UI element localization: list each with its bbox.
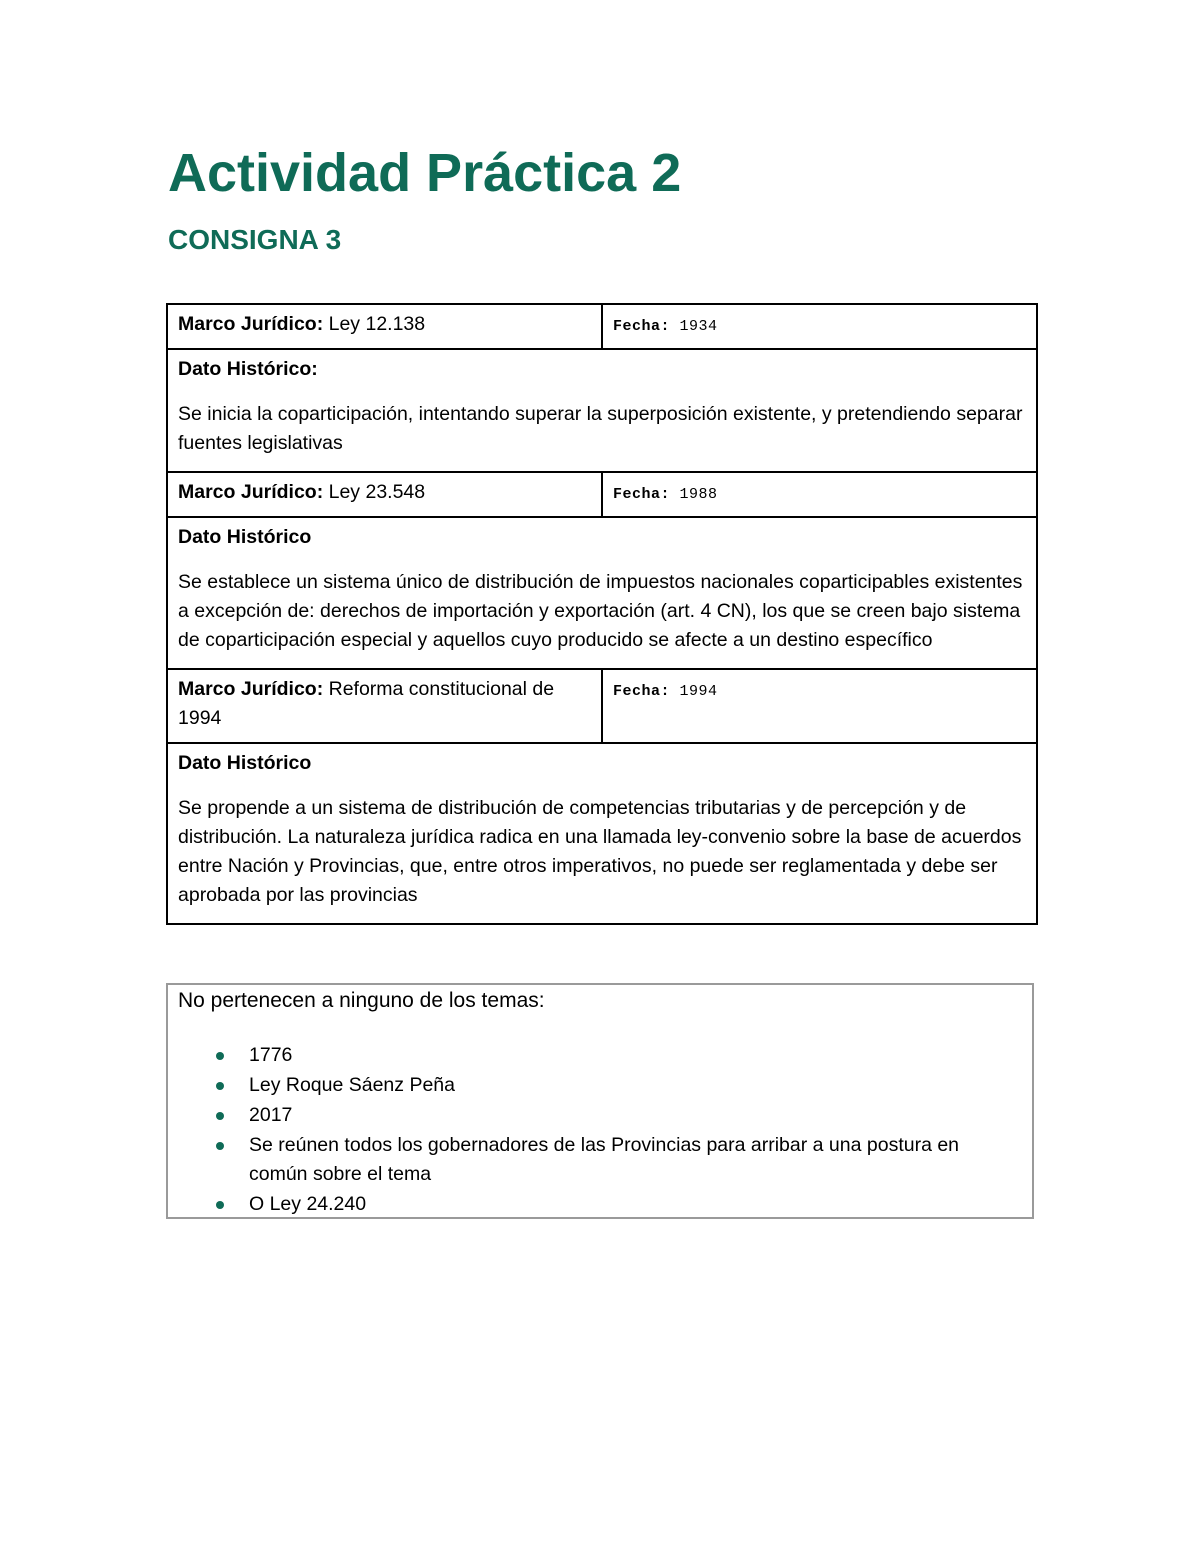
dato-historico-cell [167,743,1037,924]
list-item-text: Se reúnen todos los gobernadores de las Provincias para arribar a una postura en común sobre el tema [249,1134,960,1185]
section-subtitle: CONSIGNA 3 [168,224,342,255]
history-table [166,303,1038,925]
list-item-text: 2017 [249,1104,293,1126]
fecha-value: 1994 [670,683,718,700]
fecha-cell [602,472,1037,517]
marco-juridico-cell [167,669,602,743]
fecha-value: 1934 [670,318,718,335]
fecha-value: 1988 [670,486,718,503]
table-row [167,517,1037,669]
bullet-icon [216,1142,224,1150]
marco-juridico-label: Marco Jurídico: [178,678,324,700]
bullet-icon [216,1201,224,1209]
marco-juridico-value: Ley 12.138 [323,313,426,335]
dato-historico-text: Se inicia la coparticipación, intentando superar la superposición existente, y pretendiendo separar fuentes legislativas [178,403,1023,454]
table-row [167,669,1037,743]
table-row [167,349,1037,472]
bullet-icon [216,1082,224,1090]
unrelated-items-list [168,1041,1032,1220]
bullet-icon [216,1052,224,1060]
dato-historico-heading: Dato Histórico: [178,358,318,380]
list-item [168,1190,1032,1219]
dato-historico-heading: Dato Histórico [178,752,312,774]
bullet-icon [216,1112,224,1120]
fecha-cell [602,304,1037,349]
list-item [168,1041,1032,1070]
dato-historico-heading: Dato Histórico [178,526,312,548]
list-item [168,1131,1032,1189]
marco-juridico-value: Reforma constitucional de 1994 [178,678,555,729]
fecha-label: Fecha: [613,318,671,335]
marco-juridico-cell [167,304,602,349]
table-row [167,472,1037,517]
dato-historico-cell [167,349,1037,472]
marco-juridico-cell [167,472,602,517]
list-item-text: O Ley 24.240 [249,1193,367,1215]
dato-historico-text: Se propende a un sistema de distribución de competencias tributarias y de percepción y de distribución. La naturaleza jurídica radica en una llamada ley-convenio sobre la base de acuerdos entre Nación y Provincias, que, entre otros imperativos, no puede ser reglamentada y debe ser aprobada por las provincias [178,797,1022,906]
table-row [167,304,1037,349]
table-row [167,743,1037,924]
dato-historico-text: Se establece un sistema único de distribución de impuestos nacionales coparticipables existentes a excepción de: derechos de importación y exportación (art. 4 CN), los que se creen bajo sistema de coparticipación especial y aquellos cuyo producido se afecte a un destino específico [178,571,1023,651]
fecha-label: Fecha: [613,486,671,503]
unrelated-items-box [166,983,1034,1219]
marco-juridico-label: Marco Jurídico: [178,481,324,503]
list-item [168,1101,1032,1130]
fecha-label: Fecha: [613,683,671,700]
dato-historico-cell [167,517,1037,669]
unrelated-items-heading: No pertenecen a ninguno de los temas: [178,989,545,1012]
list-item-text: 1776 [249,1044,293,1066]
page-title: Actividad Práctica 2 [168,143,682,203]
list-item [168,1071,1032,1100]
marco-juridico-value: Ley 23.548 [323,481,426,503]
list-item-text: Ley Roque Sáenz Peña [249,1074,455,1096]
marco-juridico-label: Marco Jurídico: [178,313,324,335]
fecha-cell [602,669,1037,743]
